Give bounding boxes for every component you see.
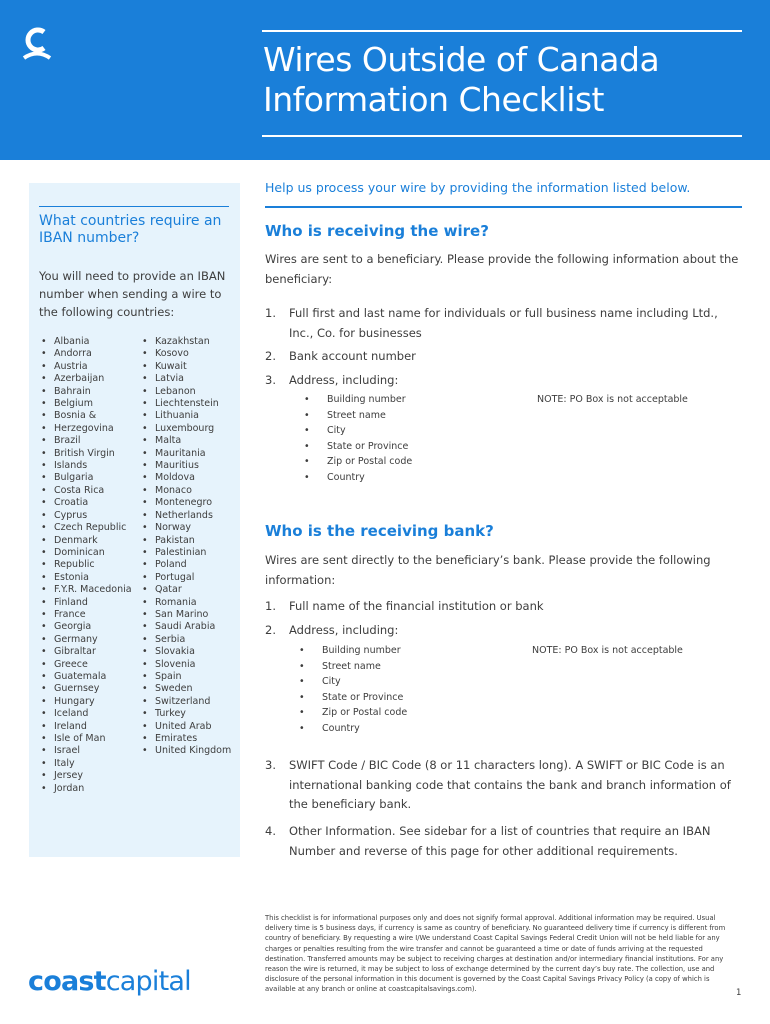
country-item: • Lebanon: [140, 386, 240, 398]
country-item: • Jersey: [39, 770, 139, 782]
item-number: 2.: [265, 623, 276, 637]
section1-text: Wires are sent to a beneficiary. Please provide the following information about the beneficiary:: [265, 252, 739, 286]
address-part-item: • Building number: [298, 643, 407, 659]
address-part-item: • Zip or Postal code: [303, 454, 412, 470]
country-item: • Denmark: [39, 535, 139, 547]
country-item: • Switzerland: [140, 696, 240, 708]
address-part-item: • City: [303, 423, 412, 439]
title-bottom-rule: [262, 135, 742, 137]
country-item: • Poland: [140, 559, 240, 571]
country-item: • Republic: [39, 559, 139, 571]
country-item: • Azerbaijan: [39, 373, 139, 385]
country-item: • Kazakhstan: [140, 336, 240, 348]
country-item: • Italy: [39, 758, 139, 770]
country-item: • Slovenia: [140, 659, 240, 671]
intro-rule: [265, 206, 742, 208]
country-item: • Norway: [140, 522, 240, 534]
item-number: 2.: [265, 349, 276, 363]
item-text: Other Information. See sidebar for a list of countries that require an IBAN Number and reverse of this page for other additional requirements.: [289, 824, 711, 858]
country-item: • Czech Republic: [39, 522, 139, 534]
country-item: • Emirates: [140, 733, 240, 745]
country-item: • British Virgin: [39, 448, 139, 460]
item-text: Address, including:: [289, 373, 399, 387]
country-item: • United Kingdom: [140, 745, 240, 757]
country-item: • Latvia: [140, 373, 240, 385]
country-item: • Romania: [140, 597, 240, 609]
sidebar-heading: What countries require an IBAN number?: [39, 213, 222, 246]
brand-logo: [28, 966, 191, 997]
country-item: • Croatia: [39, 497, 139, 509]
section2-text: Wires are sent directly to the beneficiary’s bank. Please provide the following information:: [265, 553, 711, 587]
country-item: • Monaco: [140, 485, 240, 497]
item-number: 1.: [265, 306, 276, 320]
intro-text: Help us process your wire by providing the information listed below.: [265, 180, 691, 195]
section2-note: NOTE: PO Box is not acceptable: [532, 645, 683, 656]
country-item: • Mauritania: [140, 448, 240, 460]
item-text: Full first and last name for individuals or full business name including Ltd., Inc., Co. for businesses: [289, 306, 718, 340]
address-part-item: • Country: [298, 721, 407, 737]
disclaimer: This checklist is for informational purposes only and does not signify formal approval. Additional information may be required. Usual delivery time is 5 business days, if currency is same as country of beneficiary. No guaranteed delivery time if currency is different from country of beneficiary. By requesting a wire I/We understand Coast Capital Savings Federal Credit Union will not be held liable for any charges or penalties resulting from the wire transfer and cannot be guaranteed a time or date of funds arriving at the requested destination. Transferred amounts may be subject to receiving charges at destination and/or intermediary financial institutions. For any reason the wire is returned, it may be subject to loss of exchange determined by the current day’s buy rate. The collection, use and disclosure of the personal information in this document is governed by the Coast Capital Savings Privacy Policy (a copy of which is available at any branch or online at coastcapitalsavings.com).: [265, 914, 726, 994]
item-text: Address, including:: [289, 623, 399, 637]
address-part-item: • State or Province: [303, 439, 412, 455]
country-item: • Isle of Man: [39, 733, 139, 745]
country-item: • Georgia: [39, 621, 139, 633]
country-item: • Palestinian: [140, 547, 240, 559]
country-item: • Cyprus: [39, 510, 139, 522]
section1-title: Who is receiving the wire?: [265, 222, 489, 240]
page-number: 1: [736, 988, 742, 998]
country-item: • Serbia: [140, 634, 240, 646]
header-banner: [0, 0, 770, 160]
country-item: • Montenegro: [140, 497, 240, 509]
item-text: SWIFT Code / BIC Code (8 or 11 characters long). A SWIFT or BIC Code is an international banking code that contains the bank and branch information of the beneficiary bank.: [289, 758, 731, 811]
section1-address-list: [303, 392, 412, 486]
country-item: • Spain: [140, 671, 240, 683]
country-item: • Luxembourg: [140, 423, 240, 435]
country-item: • Albania: [39, 336, 139, 348]
country-item: • Costa Rica: [39, 485, 139, 497]
country-item: • Finland: [39, 597, 139, 609]
item-number: 1.: [265, 599, 276, 613]
country-item: • Pakistan: [140, 535, 240, 547]
address-part-item: • City: [298, 674, 407, 690]
country-item: • F.Y.R. Macedonia: [39, 584, 139, 596]
country-item: • Malta: [140, 435, 240, 447]
brand-logo-part2: capital: [105, 966, 191, 997]
sidebar-text: You will need to provide an IBAN number when sending a wire to the following countries:: [39, 269, 226, 319]
page-title-line-1: Wires Outside of Canada: [263, 40, 660, 79]
sidebar-rule: [39, 206, 229, 207]
country-item: • Saudi Arabia: [140, 621, 240, 633]
country-item: • Hungary: [39, 696, 139, 708]
country-item: • Guatemala: [39, 671, 139, 683]
country-item: • Germany: [39, 634, 139, 646]
section2-address-list: [298, 643, 407, 737]
address-part-item: • Street name: [303, 408, 412, 424]
title-top-rule: [262, 30, 742, 32]
section1-note: NOTE: PO Box is not acceptable: [537, 394, 688, 405]
country-item: • Turkey: [140, 708, 240, 720]
country-item: • San Marino: [140, 609, 240, 621]
section2-title: Who is the receiving bank?: [265, 522, 494, 540]
page-title: [263, 40, 753, 120]
country-item: • Guernsey: [39, 683, 139, 695]
item-text: Full name of the financial institution or bank: [289, 599, 544, 613]
address-part-item: • Street name: [298, 659, 407, 675]
address-part-item: • Zip or Postal code: [298, 705, 407, 721]
country-list-col2: [140, 336, 240, 758]
country-item: • Jordan: [39, 783, 139, 795]
country-item: • Greece: [39, 659, 139, 671]
address-part-item: • Country: [303, 470, 412, 486]
country-item: • Brazil: [39, 435, 139, 447]
country-item: • Gibraltar: [39, 646, 139, 658]
country-item: • Bulgaria: [39, 472, 139, 484]
country-item: • Kuwait: [140, 361, 240, 373]
country-item: • Lithuania: [140, 410, 240, 422]
country-item: • Israel: [39, 745, 139, 757]
country-item: • Bahrain: [39, 386, 139, 398]
country-item: • Portugal: [140, 572, 240, 584]
country-item: • France: [39, 609, 139, 621]
address-part-item: • Building number: [303, 392, 412, 408]
country-item: • Slovakia: [140, 646, 240, 658]
country-item: • Mauritius: [140, 460, 240, 472]
country-item: • Austria: [39, 361, 139, 373]
country-item: • Herzegovina: [39, 423, 139, 435]
address-part-item: • State or Province: [298, 690, 407, 706]
country-item: • Qatar: [140, 584, 240, 596]
iban-sidebar: [29, 183, 240, 857]
brand-logo-part1: coast: [28, 966, 106, 997]
country-item: • Andorra: [39, 348, 139, 360]
country-item: • Islands: [39, 460, 139, 472]
country-item: • Iceland: [39, 708, 139, 720]
country-item: • Moldova: [140, 472, 240, 484]
page-title-line-2: Information Checklist: [263, 80, 604, 119]
country-item: • Belgium: [39, 398, 139, 410]
country-item: • Netherlands: [140, 510, 240, 522]
country-item: • Kosovo: [140, 348, 240, 360]
item-text: Bank account number: [289, 349, 416, 363]
country-item: • Bosnia &: [39, 410, 139, 422]
coast-capital-mark-icon: [22, 26, 52, 60]
item-number: 4.: [265, 824, 276, 838]
country-item: • Ireland: [39, 721, 139, 733]
country-item: • Liechtenstein: [140, 398, 240, 410]
country-item: • United Arab: [140, 721, 240, 733]
item-number: 3.: [265, 758, 276, 772]
country-item: • Dominican: [39, 547, 139, 559]
country-item: • Estonia: [39, 572, 139, 584]
item-number: 3.: [265, 373, 276, 387]
country-item: • Sweden: [140, 683, 240, 695]
country-list-col1: [39, 336, 139, 795]
